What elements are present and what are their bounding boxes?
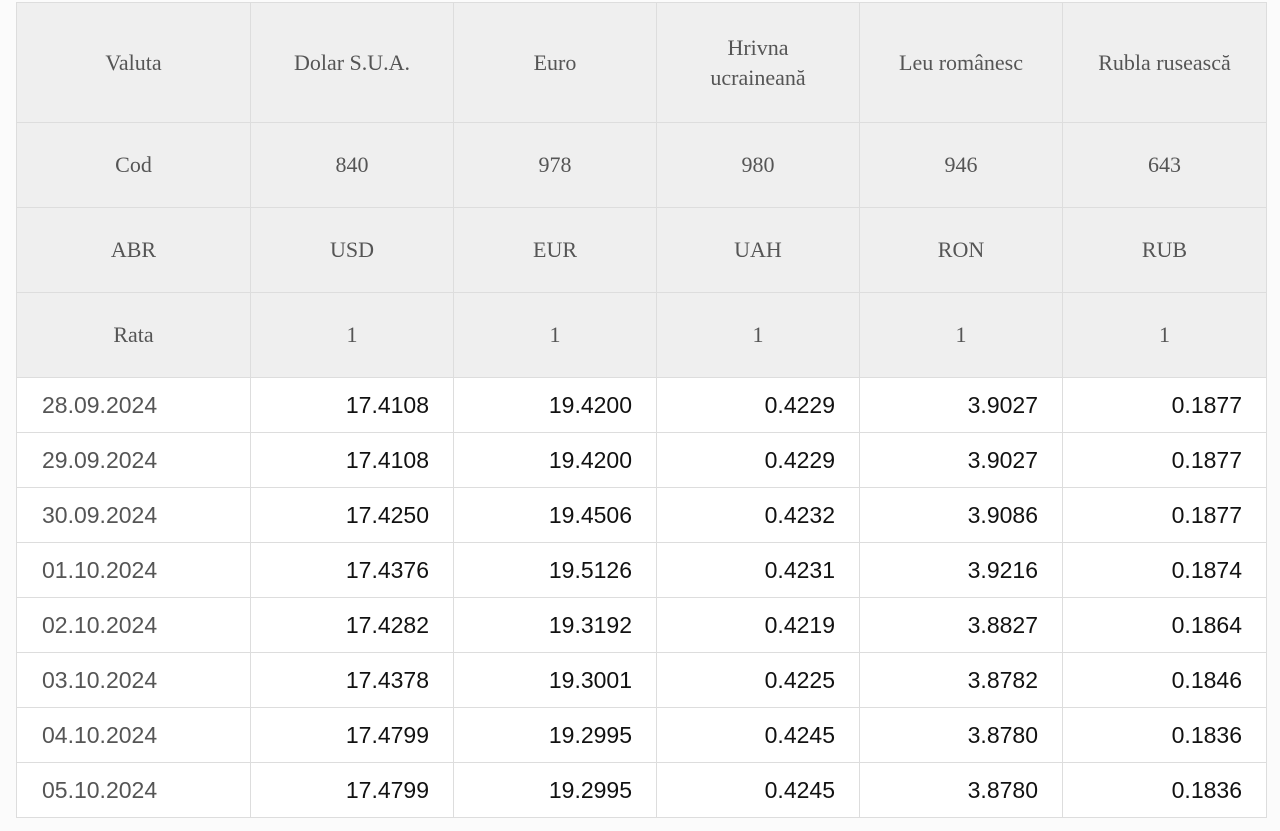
rate-usd: 17.4378 (251, 653, 454, 708)
header-label: Cod (17, 123, 251, 208)
header-label: Valuta (17, 3, 251, 123)
rate-ron: 3.8780 (860, 763, 1063, 818)
rate-uah: 0.4245 (657, 763, 860, 818)
row-date: 05.10.2024 (17, 763, 251, 818)
rate-ron: 3.8780 (860, 708, 1063, 763)
table-row (17, 763, 1267, 818)
rate-uah: 0.4231 (657, 543, 860, 598)
currency-name-uah-text: Hrivna ucraineană (710, 34, 806, 90)
rate-uah: 0.4229 (657, 378, 860, 433)
currency-rate-unit: 1 (1063, 293, 1267, 378)
header-label: Rata (17, 293, 251, 378)
rate-rub: 0.1877 (1063, 433, 1267, 488)
table-row (17, 433, 1267, 488)
rate-usd: 17.4250 (251, 488, 454, 543)
table-row (17, 598, 1267, 653)
header-label: ABR (17, 208, 251, 293)
rate-usd: 17.4376 (251, 543, 454, 598)
table-row (17, 708, 1267, 763)
currency-abbr: RUB (1063, 208, 1267, 293)
rate-usd: 17.4108 (251, 433, 454, 488)
table-row (17, 488, 1267, 543)
currency-name-usd: Dolar S.U.A. (251, 3, 454, 123)
currency-code: 946 (860, 123, 1063, 208)
rate-rub: 0.1846 (1063, 653, 1267, 708)
rate-usd: 17.4282 (251, 598, 454, 653)
row-date: 04.10.2024 (17, 708, 251, 763)
row-date: 28.09.2024 (17, 378, 251, 433)
rate-rub: 0.1874 (1063, 543, 1267, 598)
rate-uah: 0.4225 (657, 653, 860, 708)
rate-ron: 3.9027 (860, 378, 1063, 433)
exchange-rate-table (16, 2, 1267, 818)
currency-abbr: UAH (657, 208, 860, 293)
currency-name-eur: Euro (454, 3, 657, 123)
rate-eur: 19.2995 (454, 708, 657, 763)
rate-eur: 19.5126 (454, 543, 657, 598)
header-row-abr (17, 208, 1267, 293)
rate-eur: 19.2995 (454, 763, 657, 818)
currency-rate-unit: 1 (454, 293, 657, 378)
table-row (17, 653, 1267, 708)
rate-eur: 19.4506 (454, 488, 657, 543)
currency-abbr: EUR (454, 208, 657, 293)
rate-usd: 17.4799 (251, 763, 454, 818)
currency-code: 980 (657, 123, 860, 208)
currency-rate-unit: 1 (657, 293, 860, 378)
rate-rub: 0.1877 (1063, 488, 1267, 543)
rate-ron: 3.9216 (860, 543, 1063, 598)
rate-ron: 3.9027 (860, 433, 1063, 488)
currency-name-uah (657, 3, 860, 123)
header-row-rata (17, 293, 1267, 378)
rate-uah: 0.4229 (657, 433, 860, 488)
rate-eur: 19.4200 (454, 433, 657, 488)
rate-rub: 0.1877 (1063, 378, 1267, 433)
rate-ron: 3.8827 (860, 598, 1063, 653)
row-date: 30.09.2024 (17, 488, 251, 543)
currency-code: 978 (454, 123, 657, 208)
currency-rate-unit: 1 (860, 293, 1063, 378)
rate-uah: 0.4219 (657, 598, 860, 653)
rate-ron: 3.8782 (860, 653, 1063, 708)
row-date: 02.10.2024 (17, 598, 251, 653)
rate-rub: 0.1836 (1063, 763, 1267, 818)
currency-name-ron: Leu românesc (860, 3, 1063, 123)
currency-code: 840 (251, 123, 454, 208)
rate-usd: 17.4108 (251, 378, 454, 433)
currency-name-rub: Rubla rusească (1063, 3, 1267, 123)
rate-eur: 19.3192 (454, 598, 657, 653)
table-row (17, 543, 1267, 598)
rate-ron: 3.9086 (860, 488, 1063, 543)
currency-rate-unit: 1 (251, 293, 454, 378)
rate-eur: 19.3001 (454, 653, 657, 708)
currency-abbr: RON (860, 208, 1063, 293)
rate-rub: 0.1864 (1063, 598, 1267, 653)
row-date: 01.10.2024 (17, 543, 251, 598)
header-row-valuta (17, 3, 1267, 123)
row-date: 03.10.2024 (17, 653, 251, 708)
header-row-cod (17, 123, 1267, 208)
table-row (17, 378, 1267, 433)
rate-rub: 0.1836 (1063, 708, 1267, 763)
rate-uah: 0.4232 (657, 488, 860, 543)
rate-uah: 0.4245 (657, 708, 860, 763)
rate-usd: 17.4799 (251, 708, 454, 763)
currency-code: 643 (1063, 123, 1267, 208)
rate-eur: 19.4200 (454, 378, 657, 433)
currency-abbr: USD (251, 208, 454, 293)
row-date: 29.09.2024 (17, 433, 251, 488)
